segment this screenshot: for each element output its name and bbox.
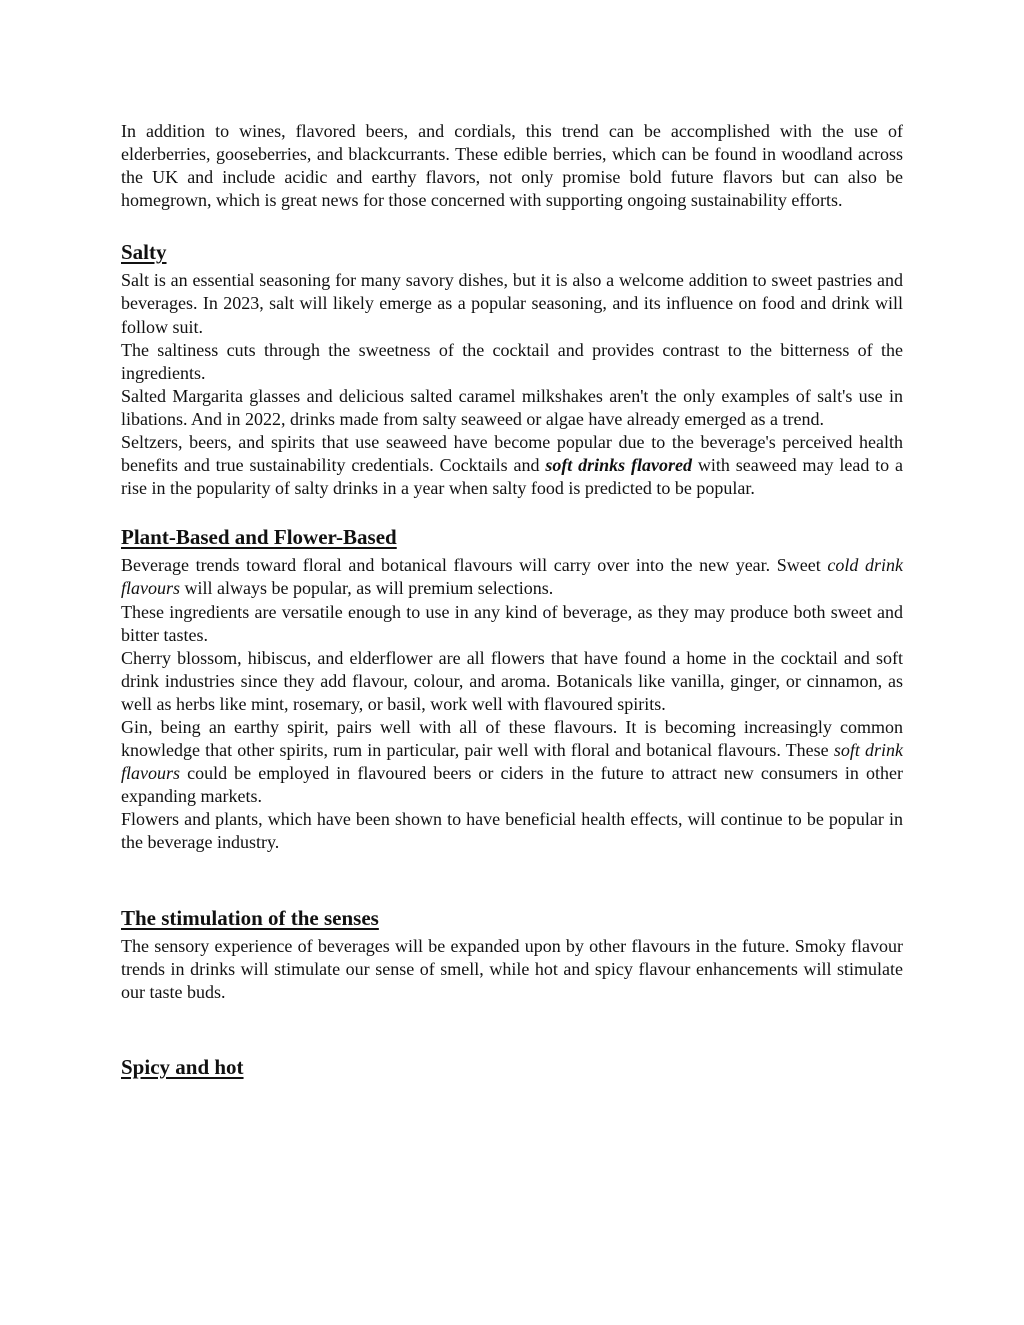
plant-paragraph-5: Flowers and plants, which have been shown to have beneficial health effects, will continue to be popular in the beverage industry.	[121, 809, 903, 853]
plant-p4-emphasis: soft drink flavours	[121, 740, 903, 784]
salty-paragraph-1: Salt is an essential seasoning for many savory dishes, but it is also a welcome addition to sweet pastries and beverages. In 2023, salt will likely emerge as a popular seasoning, and its influence on food and drink will follow suit.	[121, 270, 903, 337]
salty-heading: Salty	[121, 240, 167, 265]
plant-p1-text-b: will always be popular, as will premium selections.	[180, 578, 554, 599]
plant-paragraph-2: These ingredients are versatile enough to use in any kind of beverage, as they may produce both sweet and bitter tastes.	[121, 601, 903, 645]
senses-paragraph-1: The sensory experience of beverages will be expanded upon by other flavours in the future. Smoky flavour trends in drinks will stimulate our sense of smell, while hot and spicy flavour enhancements will stimulate our taste buds.	[121, 935, 903, 1002]
plant-paragraph-1	[121, 554, 903, 600]
spicy-heading: Spicy and hot	[121, 1054, 244, 1079]
salty-paragraph-3: Salted Margarita glasses and delicious salted caramel milkshakes aren't the only examples of salt's use in libations. And in 2022, drinks made from salty seaweed or algae have already emerged as a trend.	[121, 385, 903, 429]
salty-paragraph-2: The saltiness cuts through the sweetness of the cocktail and provides contrast to the bitterness of the ingredients.	[121, 339, 903, 383]
salty-paragraph-4	[121, 431, 903, 500]
document-page	[121, 120, 903, 1080]
intro-paragraph: In addition to wines, flavored beers, and cordials, this trend can be accomplished with the use of elderberries, gooseberries, and blackcurrants. These edible berries, which can be found in woodland across the UK and include acidic and earthy flavors, not only promise bold future flavors but can also be homegrown, which is great news for those concerned with supporting ongoing sustainability efforts.	[121, 121, 903, 211]
plant-p4-text-a: Gin, being an earthy spirit, pairs well with all of these flavours. It is becoming increasingly common knowledge that other spirits, rum in particular, pair well with floral and botanical flavours. These	[121, 716, 903, 761]
senses-heading: The stimulation of the senses	[121, 905, 379, 930]
plant-p1-emphasis: cold drink flavours	[121, 555, 903, 599]
salty-p4-emphasis: soft drinks flavored	[545, 455, 693, 476]
salty-p4-text-a: Seltzers, beers, and spirits that use seaweed have become popular due to the beverage's perceived health benefits and true sustainability credentials. Cocktails and	[121, 432, 903, 476]
salty-p4-text-b: with seaweed may lead to a rise in the popularity of salty drinks in a year when salty food is predicted to be popular.	[121, 455, 904, 499]
plant-paragraph-4	[121, 716, 903, 808]
plant-p4-text-b: could be employed in flavoured beers or ciders in the future to attract new consumers in other expanding markets.	[121, 763, 903, 807]
plant-paragraph-3: Cherry blossom, hibiscus, and elderflower are all flowers that have found a home in the cocktail and soft drink industries since they add flavour, colour, and aroma. Botanicals like vanilla, ginger, or cinnamon, as well as herbs like mint, rosemary, or basil, work well with flavoured spirits.	[121, 647, 903, 714]
plant-p1-text-a: Beverage trends toward floral and botanical flavours will carry over into the new year. Sweet	[121, 555, 828, 576]
plant-heading: Plant-Based and Flower-Based	[121, 525, 397, 550]
